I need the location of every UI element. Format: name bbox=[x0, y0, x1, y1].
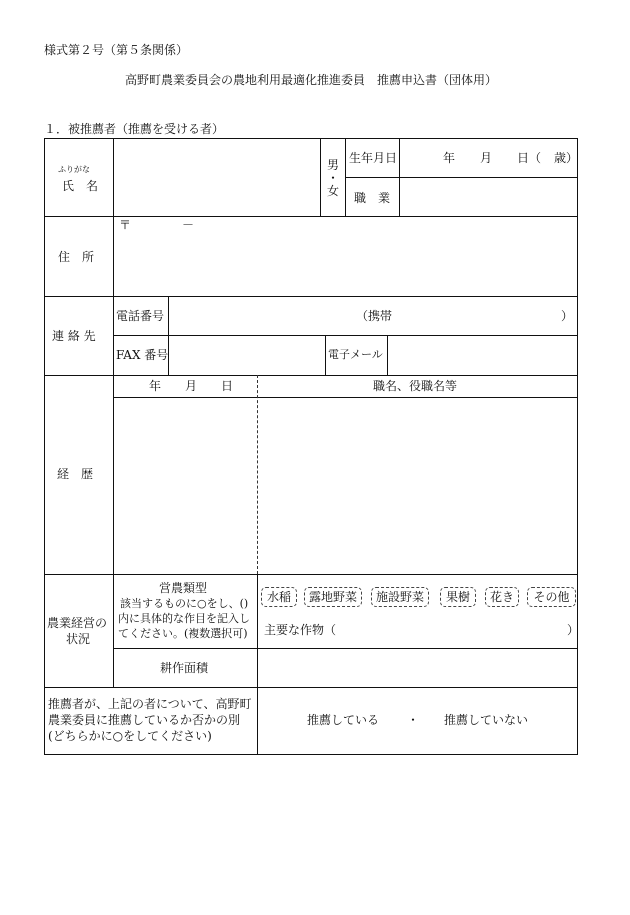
option-not-recommending[interactable]: 推薦していない bbox=[444, 713, 529, 727]
age-label: 歳） bbox=[554, 151, 579, 165]
section-heading: １．被推薦者（推薦を受ける者） bbox=[44, 122, 225, 136]
phone-label-column bbox=[168, 296, 169, 375]
type-option-field-vegetables[interactable]: 露地野菜 bbox=[304, 587, 362, 607]
main-crops-label: 主要な作物（ bbox=[264, 623, 337, 637]
recommend-question-2: 農業委員に推薦しているか否かの別 bbox=[48, 713, 241, 727]
birth-month-label: 月 bbox=[480, 151, 493, 165]
recommend-question-1: 推薦者が、上記の者について、高野町 bbox=[48, 697, 252, 711]
sex-column-left bbox=[320, 138, 321, 216]
fax-label: FAX 番号 bbox=[116, 348, 169, 362]
type-option-rice[interactable]: 水稲 bbox=[261, 587, 297, 607]
divider-birth-occupation bbox=[345, 177, 578, 178]
sex-dot: ・ bbox=[327, 171, 340, 185]
divider-type-area bbox=[113, 648, 578, 649]
farm-status-label-line1: 農業経営の bbox=[47, 616, 108, 630]
postal-mark: 〒 bbox=[119, 218, 132, 232]
birth-label-column bbox=[399, 138, 400, 216]
email-label-right bbox=[387, 335, 388, 375]
farm-status-label-line2: 状況 bbox=[66, 632, 91, 646]
address-label: 住 所 bbox=[58, 250, 95, 264]
farm-type-title: 営農類型 bbox=[159, 581, 208, 595]
birth-day-label: 日（ bbox=[517, 151, 542, 165]
career-date-header: 年 月 日 bbox=[149, 379, 234, 393]
furigana-label: ふりがな bbox=[58, 165, 90, 174]
contact-label: 連 絡 先 bbox=[52, 329, 96, 343]
career-dashed-divider bbox=[257, 375, 258, 574]
farm-type-note-1: 該当するものに○をし、() bbox=[120, 597, 249, 610]
option-separator: ・ bbox=[407, 713, 420, 727]
main-crops-close: ） bbox=[567, 623, 580, 637]
cultivated-area-label: 耕作面積 bbox=[160, 661, 209, 675]
type-option-greenhouse-vegetables[interactable]: 施設野菜 bbox=[371, 587, 429, 607]
sex-male: 男 bbox=[327, 158, 340, 172]
form-number: 様式第２号（第５条関係） bbox=[44, 43, 189, 57]
sex-column-right bbox=[345, 138, 346, 216]
phone-label: 電話番号 bbox=[116, 309, 165, 323]
divider-name-address bbox=[44, 216, 578, 217]
postal-dash: － bbox=[182, 218, 195, 232]
birthdate-label: 生年月日 bbox=[349, 151, 398, 165]
career-position-header: 職名、役職名等 bbox=[373, 379, 458, 393]
mobile-close: ） bbox=[561, 309, 574, 323]
document-title: 高野町農業委員会の農地利用最適化推進委員 推薦申込書（団体用） bbox=[125, 73, 498, 87]
label-column-line bbox=[113, 138, 114, 687]
name-label: 氏 名 bbox=[62, 179, 99, 193]
email-label: 電子メール bbox=[328, 348, 383, 361]
farm-type-note-3: てください。(複数選択可) bbox=[118, 627, 248, 640]
type-option-fruit-trees[interactable]: 果樹 bbox=[440, 587, 476, 607]
farm-type-column bbox=[257, 574, 258, 755]
type-option-other[interactable]: その他 bbox=[527, 587, 576, 607]
farm-type-note-2: 内に具体的な作目を記入し bbox=[118, 612, 250, 625]
divider-career-header bbox=[113, 397, 578, 398]
type-option-flowers[interactable]: 花き bbox=[485, 587, 519, 607]
occupation-label: 職 業 bbox=[354, 191, 391, 205]
divider-phone-fax bbox=[113, 335, 578, 336]
option-recommending[interactable]: 推薦している bbox=[307, 713, 380, 727]
divider-contact-career bbox=[44, 375, 578, 376]
divider-career-farm bbox=[44, 574, 578, 575]
sex-female: 女 bbox=[327, 184, 340, 198]
mobile-open: （携帯 bbox=[356, 309, 393, 323]
career-label: 経 歴 bbox=[57, 467, 94, 481]
recommend-question-3: (どちらかに○をしてください) bbox=[48, 729, 212, 743]
birth-year-label: 年 bbox=[443, 151, 456, 165]
divider-farm-recommend bbox=[44, 687, 578, 688]
divider-address-contact bbox=[44, 296, 578, 297]
email-label-left bbox=[325, 335, 326, 375]
